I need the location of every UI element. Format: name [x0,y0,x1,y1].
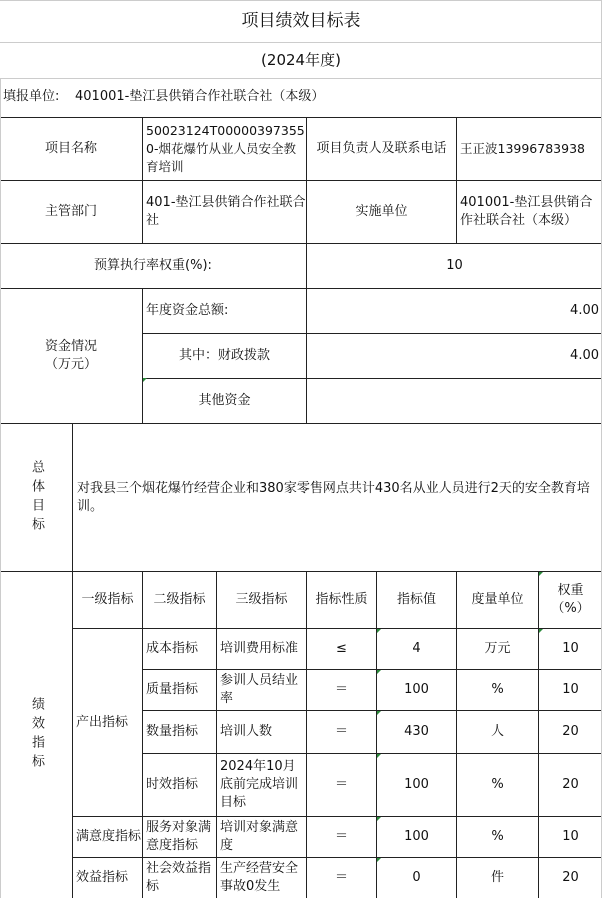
table-row-level3: 参训人员结业率 [220,673,299,706]
reporting-unit-value: 401001-垫江县供销合作社联合社（本级） [75,89,325,104]
table-row-weight: 20 [562,724,579,739]
table-row-nature: ＝ [334,724,348,739]
impl-value: 401001-垫江县供销合作社联合社（本级） [460,195,593,228]
funds-total-label: 年度资金总额: [146,303,229,318]
table-row-level2: 质量指标 [146,682,199,697]
table-row-weight: 20 [562,870,579,885]
indicators-section-label: 绩效指标 [29,697,44,773]
table-row-level2: 数量指标 [146,724,199,739]
table-row-level3: 培训费用标准 [220,641,299,656]
table-row-weight: 10 [562,829,579,844]
table-row-unit: 件 [490,870,504,885]
header-weight: 权重（%） [551,583,590,616]
table-row-value: 0 [412,870,421,885]
group-benefit: 效益指标 [76,870,129,885]
table-row-unit: % [491,829,504,844]
table-row-weight: 10 [562,682,579,697]
table-row-unit: % [491,682,504,697]
table-row-value: 100 [404,682,429,697]
header-level2: 二级指标 [153,592,206,607]
page-title: 项目绩效目标表 [241,11,361,31]
funds-fiscal-value: 4.00 [570,348,599,363]
funds-section-label: 资金情况（万元） [44,339,97,372]
table-row-level3: 培训对象满意度 [220,820,299,853]
header-level3: 三级指标 [235,592,288,607]
table-row-unit: 万元 [484,641,511,656]
table-row-nature: ＝ [334,682,348,697]
header-unit: 度量单位 [471,592,524,607]
header-value: 指标值 [396,592,436,607]
funds-fiscal-label: 其中：财政拨款 [178,348,270,363]
table-row-weight: 10 [562,641,579,656]
year-label: (2024年度) [261,51,341,69]
dept-label: 主管部门 [44,204,97,219]
header-level1: 一级指标 [81,592,134,607]
table-row-unit: % [491,777,504,792]
table-row-nature: ＝ [334,870,348,885]
contact-value: 王正波13996783938 [460,141,585,156]
table-row-level2: 成本指标 [146,641,199,656]
table-row-nature: ＝ [334,777,348,792]
table-row-level3: 培训人数 [220,724,273,739]
table-row-value: 100 [404,777,429,792]
funds-other-label: 其他资金 [198,393,251,408]
table-row-level3: 2024年10月底前完成培训目标 [220,759,299,810]
header-nature: 指标性质 [315,592,368,607]
dept-value: 401-垫江县供销合作社联合社 [146,195,306,228]
budget-weight-value: 10 [446,258,463,273]
group-output: 产出指标 [76,714,129,730]
table-row-level3: 生产经营安全事故0发生 [220,861,299,894]
project-name-value: 50023124T000003973550-烟花爆竹从业人员安全教育培训 [146,123,305,174]
funds-total-value: 4.00 [570,303,599,318]
table-row-value: 4 [412,641,421,656]
table-row-value: 430 [404,724,429,739]
funds-other-value [307,379,602,423]
table-row-level2: 服务对象满意度指标 [146,820,212,853]
table-row-weight: 20 [562,777,579,792]
group-satisfaction: 满意度指标 [76,829,142,844]
reporting-unit-label: 填报单位: [3,89,60,104]
contact-label: 项目负责人及联系电话 [316,141,447,156]
impl-label: 实施单位 [355,204,408,219]
table-row-nature: ＝ [334,829,348,844]
table-row-value: 100 [404,829,429,844]
budget-weight-label: 预算执行率权重(%): [94,258,212,273]
table-row-nature: ≤ [336,641,347,656]
table-row-level2: 时效指标 [146,777,199,792]
goal-section-label: 总体目标 [29,459,44,536]
goal-text: 对我县三个烟花爆竹经营企业和380家零售网点共计430名从业人员进行2天的安全教育培训。 [77,480,590,514]
table-row-unit: 人 [490,724,504,739]
project-name-label: 项目名称 [44,141,97,156]
table-row-level2: 社会效益指标 [146,861,212,894]
